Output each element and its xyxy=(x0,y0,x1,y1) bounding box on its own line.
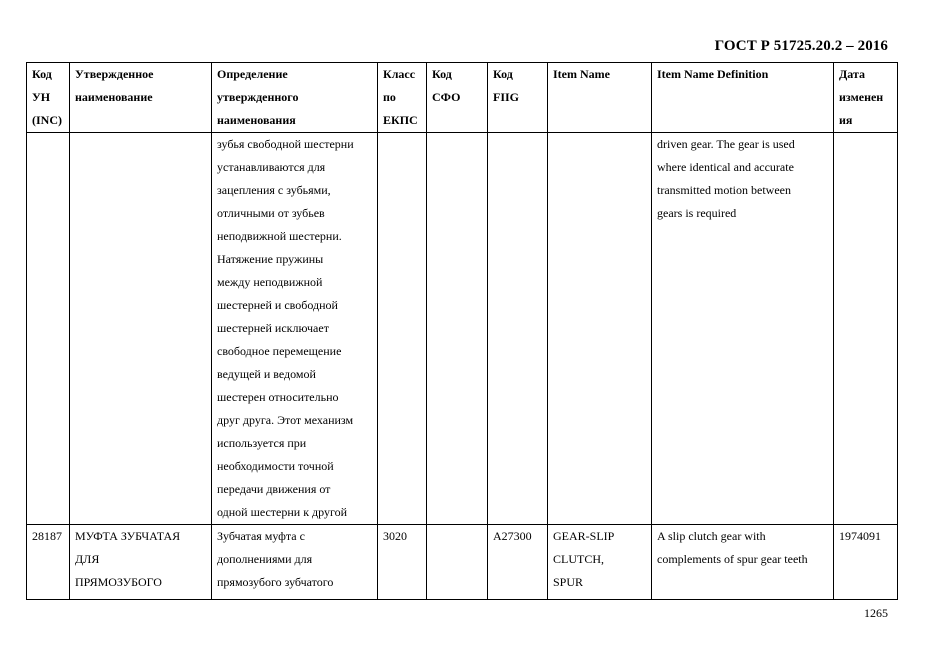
column-header-sfo-code: Код СФО xyxy=(427,63,488,133)
cell-approved-name: МУФТА ЗУБЧАТАЯ ДЛЯ ПРЯМОЗУБОГО xyxy=(70,525,212,600)
page-number: 1265 xyxy=(864,606,888,620)
cell-inc-code xyxy=(27,133,70,525)
column-header-inc-code: Код УН (INC) xyxy=(27,63,70,133)
column-header-change-date: Дата изменен ия xyxy=(834,63,898,133)
cell-name-definition: зубья свободной шестерни устанавливаются для зацепления с зубьями, отличными от зубьев неподвижной шестерни. Натяжение пружины между неподвижной шестерней и свободной шестерней исключает свободное перемещение ведущей и ведомой шестерен относительно друг друга. Этот механизм используется при необходимости точной передачи движения от одной шестерни к другой xyxy=(212,133,378,525)
cell-item-name xyxy=(548,133,652,525)
cell-fiig-code xyxy=(488,133,548,525)
column-header-fiig-code: Код FIIG xyxy=(488,63,548,133)
catalog-table xyxy=(26,62,898,600)
cell-change-date xyxy=(834,133,898,525)
cell-sfo-code xyxy=(427,133,488,525)
cell-item-name: GEAR-SLIP CLUTCH, SPUR xyxy=(548,525,652,600)
cell-change-date: 1974091 xyxy=(834,525,898,600)
cell-item-name-definition: driven gear. The gear is used where identical and accurate transmitted motion between gears is required xyxy=(652,133,834,525)
column-header-item-name: Item Name xyxy=(548,63,652,133)
column-header-approved-name: Утвержденное наименование xyxy=(70,63,212,133)
column-header-name-definition: Определение утвержденного наименования xyxy=(212,63,378,133)
cell-sfo-code xyxy=(427,525,488,600)
table-row xyxy=(27,133,898,525)
cell-inc-code: 28187 xyxy=(27,525,70,600)
cell-ekps-class xyxy=(378,133,427,525)
column-header-item-name-definition: Item Name Definition xyxy=(652,63,834,133)
table-header-row xyxy=(27,63,898,133)
cell-approved-name xyxy=(70,133,212,525)
document-header: ГОСТ Р 51725.20.2 – 2016 xyxy=(714,38,888,54)
cell-fiig-code: A27300 xyxy=(488,525,548,600)
cell-name-definition: Зубчатая муфта с дополнениями для прямозубого зубчатого xyxy=(212,525,378,600)
column-header-ekps-class: Класс по ЕКПС xyxy=(378,63,427,133)
cell-item-name-definition: A slip clutch gear with complements of spur gear teeth xyxy=(652,525,834,600)
cell-ekps-class: 3020 xyxy=(378,525,427,600)
table-row xyxy=(27,525,898,600)
